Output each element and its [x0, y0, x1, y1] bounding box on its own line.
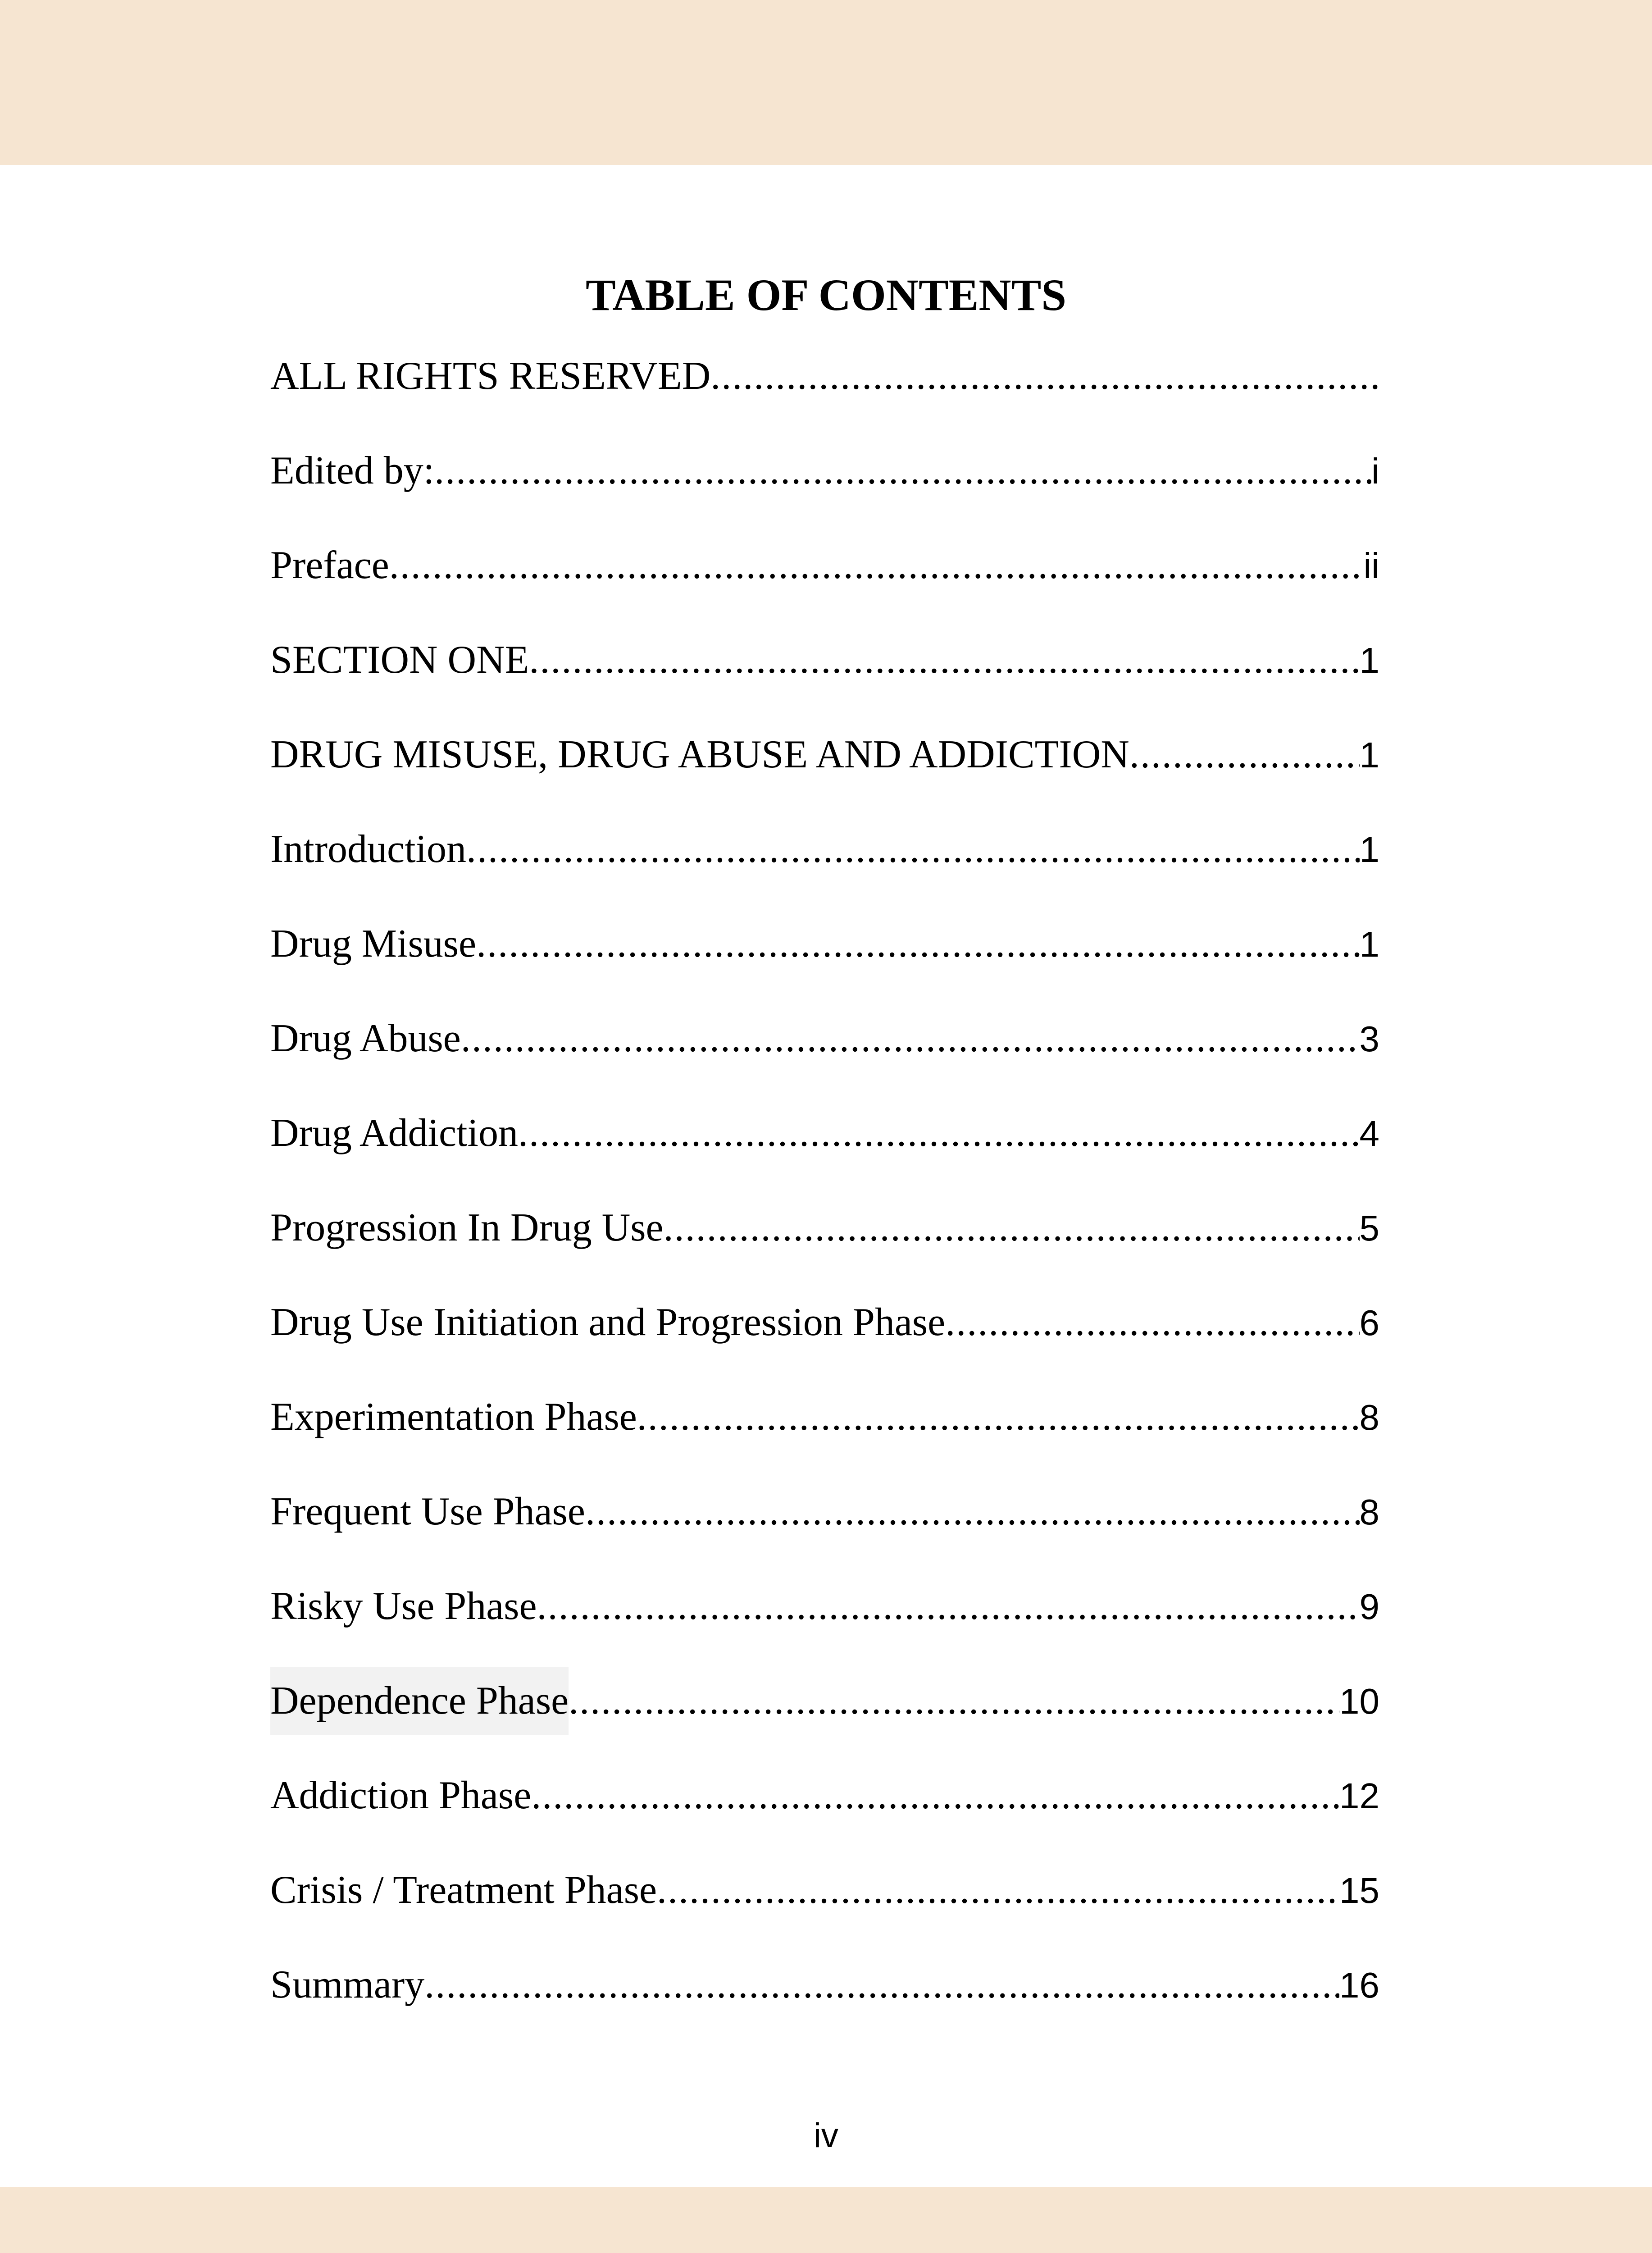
toc-entry-label: Drug Addiction: [270, 1111, 518, 1155]
toc-entry-label: Progression In Drug Use: [270, 1206, 664, 1250]
toc-leader-dots: [664, 1194, 1360, 1262]
toc-entry-page: 12: [1339, 1776, 1379, 1816]
toc-entry-drug-abuse[interactable]: [270, 1005, 1379, 1099]
toc-leader-dots: [531, 1762, 1339, 1829]
toc-leader-dots: [461, 1005, 1360, 1072]
toc-entry-page: 6: [1359, 1303, 1379, 1343]
toc-leader-dots: [476, 910, 1359, 978]
toc-leader-dots: [389, 532, 1364, 599]
toc-entry-label: Drug Abuse: [270, 1017, 461, 1060]
toc-entry-label: Preface: [270, 543, 389, 587]
toc-entry-page: 9: [1359, 1587, 1379, 1627]
toc-entry-page: 1: [1359, 830, 1379, 870]
toc-entry-label: ALL RIGHTS RESERVED: [270, 354, 711, 398]
toc-entry-page: 1: [1359, 924, 1379, 964]
toc-entry-addiction-phase[interactable]: [270, 1762, 1379, 1856]
toc-leader-dots: [657, 1856, 1339, 1924]
toc-leader-dots: [585, 1478, 1360, 1546]
toc-entry-drug-misuse[interactable]: [270, 910, 1379, 1005]
page-title: TABLE OF CONTENTS: [586, 270, 1066, 320]
toc-leader-dots: [637, 1383, 1360, 1451]
toc-leader-dots: [1129, 721, 1360, 789]
toc-entry-drug-misuse-abuse-addiction[interactable]: [270, 721, 1379, 816]
toc-entry-label: Risky Use Phase: [270, 1584, 537, 1628]
toc-leader-dots: [537, 1573, 1360, 1640]
toc-entry-page: 5: [1359, 1208, 1379, 1248]
toc-leader-dots: [529, 626, 1359, 694]
toc-entry-page: 10: [1339, 1681, 1379, 1721]
header-band: [0, 0, 1652, 165]
toc-entry-edited-by[interactable]: [270, 437, 1379, 532]
toc-entry-page: ii: [1363, 546, 1379, 586]
toc-entry-risky-use-phase[interactable]: [270, 1573, 1379, 1667]
toc-entry-label: Drug Misuse: [270, 922, 477, 966]
table-of-contents: [270, 342, 1379, 2046]
toc-entry-label: Edited by:: [270, 449, 435, 493]
toc-entry-experimentation-phase[interactable]: [270, 1383, 1379, 1478]
page-number: iv: [814, 2116, 838, 2155]
toc-entry-label: Drug Use Initiation and Progression Phase: [270, 1300, 946, 1344]
toc-leader-dots: [466, 816, 1359, 883]
toc-leader-dots: [710, 342, 1379, 410]
toc-entry-page: i: [1371, 451, 1379, 491]
toc-entry-initiation-progression-phase[interactable]: [270, 1289, 1379, 1383]
toc-entry-section-one[interactable]: [270, 626, 1379, 721]
toc-entry-page: 16: [1339, 1965, 1379, 2005]
toc-leader-dots: [434, 437, 1371, 505]
toc-entry-page: 3: [1359, 1019, 1379, 1059]
toc-entry-label: Introduction: [270, 827, 467, 871]
toc-entry-all-rights-reserved[interactable]: [270, 342, 1379, 437]
toc-entry-label: Experimentation Phase: [270, 1395, 637, 1439]
toc-entry-page: 8: [1359, 1492, 1379, 1532]
toc-entry-frequent-use-phase[interactable]: [270, 1478, 1379, 1573]
toc-entry-crisis-treatment-phase[interactable]: [270, 1856, 1379, 1951]
toc-entry-page: 8: [1359, 1397, 1379, 1437]
toc-entry-label: DRUG MISUSE, DRUG ABUSE AND ADDICTION: [270, 733, 1129, 776]
toc-entry-label: Dependence Phase: [270, 1667, 569, 1735]
toc-leader-dots: [518, 1099, 1360, 1167]
toc-entry-dependence-phase[interactable]: [270, 1667, 1379, 1762]
toc-entry-introduction[interactable]: [270, 816, 1379, 910]
toc-entry-label: Frequent Use Phase: [270, 1490, 585, 1533]
footer-band: [0, 2187, 1652, 2253]
toc-leader-dots: [424, 1951, 1339, 2019]
toc-entry-page: 4: [1359, 1113, 1379, 1154]
toc-leader-dots: [945, 1289, 1359, 1356]
toc-entry-label: Addiction Phase: [270, 1774, 532, 1817]
toc-entry-summary[interactable]: [270, 1951, 1379, 2046]
toc-entry-progression-in-drug-use[interactable]: [270, 1194, 1379, 1289]
toc-leader-dots: [569, 1667, 1339, 1735]
toc-entry-label: Summary: [270, 1963, 425, 2007]
toc-entry-page: 15: [1339, 1870, 1379, 1911]
toc-entry-label: SECTION ONE: [270, 638, 529, 682]
toc-entry-page: 1: [1359, 640, 1379, 680]
toc-entry-label: Crisis / Treatment Phase: [270, 1868, 657, 1912]
toc-entry-preface[interactable]: [270, 532, 1379, 626]
toc-entry-page: 1: [1359, 735, 1379, 775]
toc-entry-drug-addiction[interactable]: [270, 1099, 1379, 1194]
